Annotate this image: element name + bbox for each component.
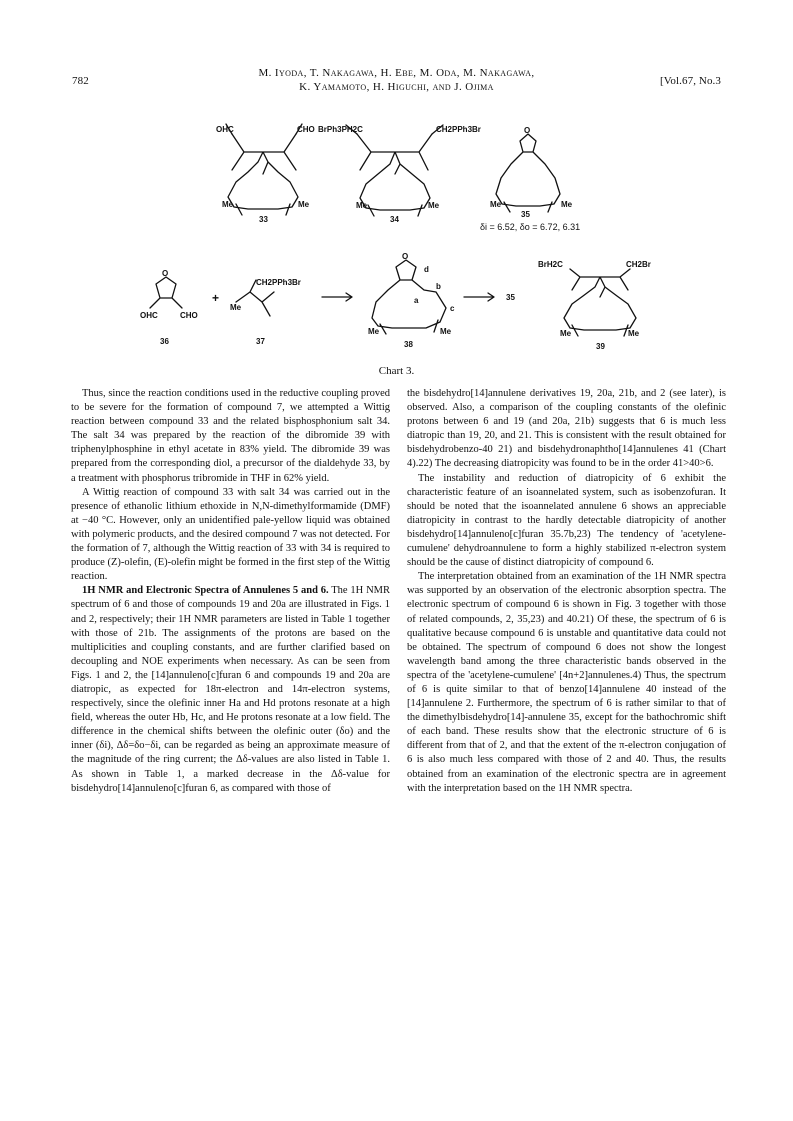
label-me-35b: Me xyxy=(561,200,573,209)
label-b-38: b xyxy=(436,282,441,291)
compound-number-37: 37 xyxy=(256,337,265,346)
compound-number-33: 33 xyxy=(259,215,268,224)
paragraph: Thus, since the reaction conditions used in the reductive coupling proved to be severe for the formation of compound 7, we attempted a Wittig reaction between compound 33 and the related bisphosphonium salt 34. The salt 34 was prepared by the reaction of the dibromide 39 with triphenylphosphine in ethyl acetate in 83% yield. The dibromide 39 was prepared from the corresponding diol, a precursor of the dialdehyde 33, by a treatment with phosphorus tribromide in THF in 62% yield. xyxy=(71,388,390,484)
label-me-35a: Me xyxy=(490,200,502,209)
label-me-33b: Me xyxy=(298,200,310,209)
chart-caption: Chart 3. xyxy=(378,365,415,377)
volume-info: [Vol.67, No.3 xyxy=(660,75,721,87)
label-ohc-33: OHC xyxy=(216,125,234,134)
label-o-35: O xyxy=(524,126,531,135)
compound-number-39: 39 xyxy=(596,342,605,351)
compound-number-35: 35 xyxy=(521,210,530,219)
label-ohc-36: OHC xyxy=(140,311,158,320)
compound-number-36: 36 xyxy=(160,337,169,346)
label-me-38b: Me xyxy=(440,327,452,336)
plus-sign: + xyxy=(212,291,220,305)
compound-number-34: 34 xyxy=(390,215,399,224)
structure-35 xyxy=(496,134,560,212)
label-me-37: Me xyxy=(230,303,242,312)
label-ylide-left-34: BrPh3PH2C xyxy=(318,125,363,134)
compound-number-38: 38 xyxy=(404,340,413,349)
reaction-arrow-2 xyxy=(464,293,494,301)
label-c-38: c xyxy=(450,304,455,313)
label-ylide-right-34: CH2PPh3Br xyxy=(436,125,481,134)
paragraph: The interpretation obtained from an examination of the 1H NMR spectra was supported by an observation of the electronic absorption spectra. The electronic spectrum of compound 6 is shown in Fig. 3 together with those of related compounds, 2, 35,23) and 40.21) Of these, the spectrum of 6 is qualitative because compound 6 is unstable and quantitative data could not be obtained. The spectrum of compound 6 does not show the longest wavelength band among the three characteristic bands observed in the spectra of the 'acetylene-cumulene' [4n+2]annulenes.4) Thus, the spectrum of 6 is quite similar to that of benzo[14]annulene 40 instead of the [14]annulene 2. Furthermore, the spectrum of 6 is rather similar to that of the dimethylbisdehydro[14]-annulene 35, except for the bathochromic shift of each band. These results show that the electronic structure of 6 is different from that of 2, and that the extent of the π-electron conjugation of 6 is also much less compared with those of 2 and 40. Thus, the results obtained from an examination of the electronic spectra are in agreement with the interpretation based on the 1H NMR spectra. xyxy=(407,571,726,794)
authors-line-2: K. Yamamoto, H. Higuchi, and J. Ojima xyxy=(299,81,494,93)
authors-line-1: M. Iyoda, T. Nakagawa, H. Ebe, M. Oda, M. Nakagawa, xyxy=(258,67,535,79)
paragraph: A Wittig reaction of compound 33 with salt 34 was carried out in the presence of ethanolic lithium ethoxide in N,N-dimethylformamide (DMF) at −40 °C. However, only an unidentified pale-yellow liquid was obtained with polymeric products, and the desired compound 7 was not detected. For the formation of 7, although the Wittig reaction of 33 with 34 is required to produce (Z)-olefin, (E)-olefin might be formed in the first step of the Wittig reaction. xyxy=(71,486,390,583)
left-column xyxy=(71,387,390,796)
label-a-38: a xyxy=(414,296,419,305)
arrow-target-35: 35 xyxy=(506,293,515,302)
label-d-38: d xyxy=(424,265,429,274)
nmr-shifts-35: δi = 6.52, δo = 6.72, 6.31 xyxy=(480,222,581,232)
label-me-39b: Me xyxy=(628,329,640,338)
structure-38 xyxy=(372,260,446,334)
reaction-arrow-1 xyxy=(322,293,352,301)
section-heading: 1H NMR and Electronic Spectra of Annulenes 5 and 6. xyxy=(82,585,329,597)
label-me-34b: Me xyxy=(428,201,440,210)
label-me-34a: Me xyxy=(356,201,368,210)
structure-39 xyxy=(564,269,636,336)
label-ch2br-39: CH2Br xyxy=(626,260,651,269)
label-cho-33: CHO xyxy=(297,125,315,134)
right-column xyxy=(407,387,726,796)
label-o-38: O xyxy=(402,252,409,261)
label-o-36: O xyxy=(162,269,169,278)
label-brh2c-39: BrH2C xyxy=(538,260,563,269)
page-number: 782 xyxy=(72,75,89,87)
label-cho-36: CHO xyxy=(180,311,198,320)
label-me-39a: Me xyxy=(560,329,572,338)
label-ylide-37: CH2PPh3Br xyxy=(256,278,301,287)
paragraph: the bisdehydro[14]annulene derivatives 19, 20a, 21b, and 2 (see later), is observed. Also, a comparison of the coupling constants of the olefinic protons between 6 and 19 (and 20a, 21b) suggests that 6 is much less diatropic than 19, 20, and 21. This is consistent with the result obtained for bisdehydrobenzo-40 21) and bisdehydronaphtho[14]annulenes 41 (Chart 4).22) The decreasing diatropicity was found to be in the order 41>40>6. xyxy=(407,388,726,470)
structure-33 xyxy=(226,124,302,215)
structure-36 xyxy=(150,277,182,308)
paragraph-body: The 1H NMR spectrum of 6 and those of compounds 19 and 20a are illustrated in Figs. 1 and 2, respectively; their 1H NMR parameters are listed in Table 1 together with those of 21b. The assignments of the protons are based on the multiplicities and coupling constants, and are further clarified based on decoupling and NOE experiments when necessary. As can be seen from Figs. 1 and 2, the [14]annuleno[c]furan 6 and compounds 19 and 20a are diatropic, as expected for 18π-electron and 14π-electron systems, respectively, since the olefinic inner Ha and Hd protons resonate at a high field, whereas the outer Hb, Hc, and He protons resonate at a low field. The difference in the chemical shifts between the olefinic outer (δo) and the inner (δi), Δδ=δo−δi, can be regarded as being an approximate measure of the magnitude of the ring current; the Δδ-values are also listed in Table 1. As shown in Table 1, a marked decrease in the Δδ-value for bisdehydro[14]annuleno[c]furan 6, as compared with those of xyxy=(71,585,390,794)
label-me-33a: Me xyxy=(222,200,234,209)
paragraph xyxy=(71,584,390,795)
chemical-scheme xyxy=(0,112,793,382)
label-me-38a: Me xyxy=(368,327,380,336)
paragraph: The instability and reduction of diatropicity of 6 exhibit the characteristic feature of an isoannelated system, such as isobenzofuran. It should be noted that the isoannelated annulene 6 shows an appreciable diatropicity in contrast to the hardly detectable diatropicity of another bisdehydro[14]annuleno[c]furan 35.7b,23) The tendency of 'acetylene-cumulene' dehydroannulene to form a highly stabilized π-electron system should be the cause of distinct diatropicity of compound 6. xyxy=(407,472,726,569)
